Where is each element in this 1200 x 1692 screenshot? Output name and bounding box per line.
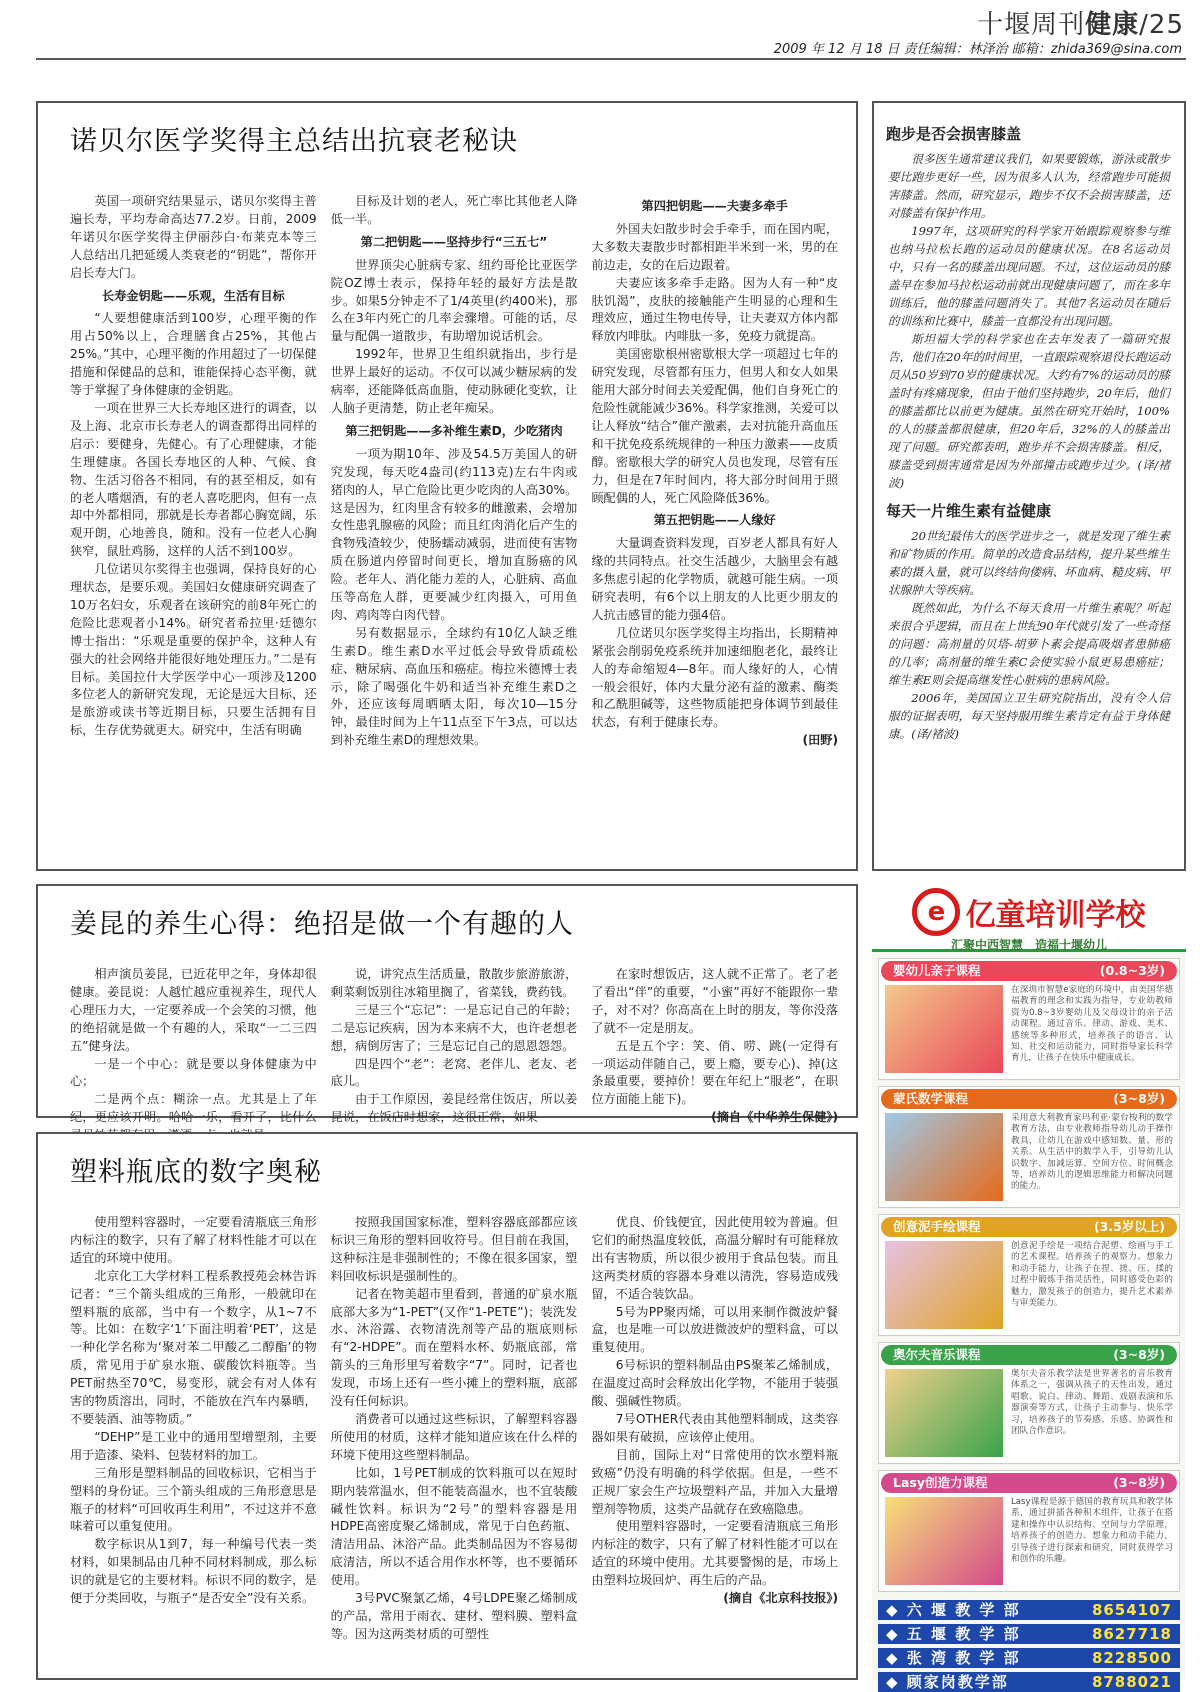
department-name: ◆ 张 湾 教 学 部 — [886, 1649, 1021, 1667]
course-age: (3~8岁) — [1113, 1475, 1165, 1490]
course-card — [878, 1214, 1180, 1336]
paragraph: 三是三个“忘记”：一是忘记自己的年龄；二是忘记疾病，因为本来病不大，也许老想老想，病倒厉害了；三是忘记自己的恩恩怨怨。 — [330, 1002, 578, 1053]
paragraph: 消费者可以通过这些标识，了解塑料容器所使用的材质，这样才能知道应该在什么样的环境下使用这些塑料制品。 — [330, 1411, 578, 1462]
source-credit: (摘自《中华养生保健》) — [711, 1110, 839, 1125]
course-name: 婴幼儿亲子课程 — [893, 963, 981, 978]
section-heading: 第二把钥匙——坚持步行“三五七” — [360, 234, 548, 249]
article-title: 诺贝尔医学奖得主总结出抗衰老秘诀 — [70, 126, 518, 157]
department-phone: 8228500 — [1091, 1649, 1172, 1667]
course-photo — [885, 985, 1003, 1073]
source-credit: (田野) — [802, 733, 839, 748]
department-row — [878, 1648, 1180, 1668]
ad-header — [872, 884, 1186, 952]
training-school-ad — [872, 884, 1186, 1691]
paragraph: 一项为期10年、涉及54.5万美国人的研究发现，每天吃4盎司(约113克)左右牛肉或猪肉的人，早亡危险比更少吃肉的人高30%。这是因为，红肉里含有较多的雌激素，会增加女性患乳腺癌的风险；而且红肉消化后产生的食物残渣较少，使肠蠕动减弱，进而使有害物质在肠道内停留时间更长，增加直肠癌的风险。老年人、消化能力差的人，心脏病、高血压等高危人群，更要减少红肉摄入，可用鱼肉、鸡肉等白肉代替。 — [330, 446, 578, 622]
paragraph: 目前，国际上对“日常使用的饮水塑料瓶致癌”仍没有明确的科学依据。但是，一些不正规厂家会生产垃圾塑料产品，并加入大量增塑剂等物质，这类产品就存在致癌隐患。 — [591, 1447, 839, 1516]
brief-body-running — [874, 150, 1184, 492]
course-bar — [881, 961, 1177, 981]
brief-title-running: 跑步是否会损害膝盖 — [886, 125, 1022, 143]
course-bar — [881, 1473, 1177, 1493]
course-photo — [885, 1241, 1003, 1329]
paper-name: 十堰周刊 — [977, 10, 1086, 40]
paragraph: 既然如此，为什么不每天食用一片维生素呢？听起来很合乎逻辑，而且在上世纪90年代就引发了一些奇怪的问题：高剂量的贝塔-胡萝卜素会提高吸烟者患肺癌的几率；高剂量的维生素C会使实验小鼠更易患癌症；维生素E则会提高继发性心脏病的患病风险。 — [888, 601, 1170, 687]
paragraph: 目标及计划的老人，死亡率比其他老人降低一半。 — [330, 194, 578, 226]
masthead — [977, 4, 1184, 41]
paragraph: 相声演员姜昆，已近花甲之年，身体却很健康。姜昆说：人越忙越应重视养生，现代人心理压力大，一定要养成一个会笑的习惯，他的绝招就是做一个有趣的人，采取“一二三四五”健身法。 — [70, 967, 317, 1053]
paragraph: 5号为PP聚丙烯，可以用来制作微波炉餐盒，也是唯一可以放进微波炉的塑料盒，可以重复使用。 — [591, 1304, 839, 1355]
article-column — [70, 966, 317, 1125]
paragraph: 由于工作原因，姜昆经常住饭店，所以姜昆说，在饭店时想家，这很正常，如果 — [330, 1092, 578, 1125]
school-slogan: 汇聚中西智慧 造福十堰幼儿 — [950, 938, 1107, 952]
paragraph: 使用塑料容器时，一定要看清瓶底三角形内标注的数字，只有了解了材料性能才可以在适宜的环境中使用。 — [70, 1215, 317, 1265]
article-column — [591, 966, 839, 1125]
article-column — [591, 1214, 838, 1674]
paragraph: 美国密歇根州密歇根大学一项超过七年的研究发现，尽管都有压力，但男人和女人如果能用大部分时间去关爱配偶，他们自身死亡的危险性就能减少36%。科学家推测，关爱可以让人释放“结合”催产激素，去对抗能升高血压和干扰免疫系统规律的一种压力激素——皮质醇。密歇根大学的研究人员也发现，尽管有压力，但是在7年时间内，将大部分时间用于照顾配偶的人，死亡风险降低36%。 — [591, 347, 839, 505]
brief-body-vitamin — [874, 527, 1184, 743]
department-list — [872, 1600, 1186, 1692]
sidebar-health-briefs — [872, 101, 1186, 871]
article-column — [70, 1214, 317, 1674]
course-bar — [881, 1217, 1177, 1237]
article-jiangkun — [36, 884, 858, 1125]
course-bar — [881, 1345, 1177, 1365]
course-age: (3~8岁) — [1113, 1347, 1165, 1362]
paragraph: “DEHP”是工业中的通用型增塑剂，主要用于造漆、染料、包装材料的加工。 — [70, 1429, 317, 1462]
source-credit: (摘自《北京科技报》) — [723, 1591, 839, 1606]
school-logo-icon: e — [912, 888, 960, 936]
article-column — [331, 193, 578, 859]
course-name: 蒙氏数学课程 — [893, 1091, 969, 1106]
course-list — [872, 958, 1186, 1592]
article-nobel — [36, 101, 858, 871]
course-name: Lasy创造力课程 — [893, 1475, 988, 1490]
article-plastic — [36, 1132, 858, 1680]
article-column — [330, 966, 578, 1125]
department-row — [878, 1624, 1180, 1644]
paragraph: 三角形是塑料制品的回收标识，它相当于塑料的身份证。三个箭头组成的三角形意思是瓶子的材料“可回收再生利用”，不过这并不意味着可以重复使用。 — [70, 1465, 317, 1534]
section-name: 健康 — [1085, 10, 1140, 40]
paragraph: 斯坦福大学的科学家也在去年发表了一篇研究报告，他们在20年的时间里，一直跟踪观察退役长跑运动员从50岁到70岁的健康状况。大约有7%的运动员的膝盖时有疼痛现象，但由于他们坚持跑步，20年后，他们的膝盖都比以前更为健康。虽然在研究开始时，100%的人的膝盖都很健康，但20年后，32%的人的膝盖出现了问题。研究都表明，跑步并不会损害膝盖。相反，膝盖受到损害通常是因为外部撞击或跑步过少。(译/褚波) — [888, 332, 1170, 490]
course-description: 创意泥手绘是一项结合泥塑、绘画与手工的艺术课程。培养孩子的观察力、想象力和动手能力，让孩子在捏、搓、压、揉的过程中锻炼手指灵活性，同时感受色彩的魅力，激发孩子的创造力，提升艺术素养与审美能力。 — [1011, 1241, 1173, 1309]
paragraph: 1992年，世界卫生组织就指出，步行是世界上最好的运动。不仅可以减少糖尿病的发病率，还能降低高血脂，使动脉硬化变软，让人脑子更清楚，防止老年痴呆。 — [330, 347, 578, 415]
paragraph: 北京化工大学材料工程系教授苑会林告诉记者：“三个箭头组成的三角形，一般就印在塑料瓶的底部，当中有一个数字，从1~7不等。比如：在数字‘1’下面注明着‘PET’，这是一种化学名称为‘聚对苯二甲酸乙二醇酯’的物质，常见用于矿泉水瓶、碳酸饮料瓶等。当PET耐热至70℃，易变形，就会有对人体有害的物质溶出，同时，不能放在汽车内暴晒，不要装酒、油等物质。” — [70, 1268, 317, 1426]
paragraph: 说，讲究点生活质量，散散步旅游旅游，剩菜剩饭别往冰箱里搁了，省菜钱，费药钱。 — [330, 967, 578, 999]
paragraph: 2006年，美国国立卫生研究院指出，没有令人信服的证据表明，每天坚持服用维生素肯定有益于身体健康。(译/褚波) — [888, 691, 1170, 741]
article-title: 塑料瓶底的数字奥秘 — [70, 1157, 322, 1188]
paragraph: 英国一项研究结果显示，诺贝尔奖得主普遍长寿，平均寿命高达77.2岁。日前，2009年诺贝尔医学奖得主伊丽莎白·布莱克本等三人总结出几把延缓人类衰老的“钥匙”，帮你开启长寿大门。 — [70, 194, 317, 280]
paragraph: 比如，1号PET制成的饮料瓶可以在短时期内装常温水，但不能装高温水，也不宜装酸碱性饮料。标识为“2号”的塑料容器是用HDPE高密度聚乙烯制成，常见于白色药瓶、清洁用品、沐浴产品。此类制品因为不容易彻底清洁，所以不适合用作水杯等，也不要循环使用。 — [330, 1465, 578, 1588]
course-name: 奥尔夫音乐课程 — [893, 1347, 981, 1362]
course-age: (3.5岁以上) — [1093, 1219, 1165, 1234]
paragraph: “人要想健康活到100岁，心理平衡的作用占50%以上，合理膳食占25%，其他占25%。”其中，心理平衡的作用超过了一切保健措施和保健品的总和，谁能保持心态平衡，就等于掌握了身体健康的金钥匙。 — [70, 311, 317, 398]
school-name: 亿童培训学校 — [965, 898, 1146, 933]
section-heading: 长寿金钥匙——乐观，生活有目标 — [101, 288, 285, 303]
article-column — [331, 1214, 578, 1674]
paragraph: 几位诺贝尔医学奖得主均指出，长期精神紧张会削弱免疫系统并加速细胞老化，最终让人的寿命缩短4—8年。而人缘好的人，心情一般会很好，体内大量分泌有益的激素、酶类和乙酰胆碱等，这些物质能把身体调节到最佳状态，有利于健康长寿。 — [591, 625, 839, 730]
course-card — [878, 1086, 1180, 1208]
section-heading: 第三把钥匙——多补维生素D，少吃猪肉 — [345, 423, 563, 438]
article-column — [591, 193, 838, 859]
course-photo — [885, 1497, 1003, 1585]
course-card — [878, 1342, 1180, 1464]
paragraph: 一项在世界三大长寿地区进行的调查，以及上海、北京市长寿老人的调查都得出同样的启示：要健身，先健心。有了心理健康，才能生理健康。各国长寿地区的人种、气候、食物、生活习俗各不相同，有的甚至相反，如有的老人嗜烟酒，有的老人喜吃肥肉，但有一点却中外都相同，那就是长寿者都心胸宽阔，乐观开朗，心地善良，随和。没有一位老人心胸狭窄，鼠肚鸡肠，这样的人活不到100岁。 — [70, 400, 317, 559]
department-phone: 8654107 — [1091, 1601, 1172, 1619]
paragraph: 数字标识从1到7，每一种编号代表一类材料，如果制品由几种不同材料制成，那么标识的就是它的主要材料。标识不同的数字，是便于分类回收，与瓶子“是否安全”没有关系。 — [70, 1537, 317, 1606]
department-row — [878, 1600, 1180, 1620]
department-name: ◆ 六 堰 教 学 部 — [886, 1601, 1021, 1619]
paragraph: 记者在物美超市里看到，普通的矿泉水瓶底部大多为“1-PET”(又作“1-PETE”)；装洗发水、沐浴露、衣物清洗剂等产品的瓶底则标有“2-HDPE”。而在塑料水杯、奶瓶底部，常箭头的三角形里写着数字“7”。同时，记者也发现，市场上还有一些小摊上的塑料瓶，底部没有任何标识。 — [330, 1286, 578, 1409]
course-name: 创意泥手绘课程 — [893, 1219, 981, 1234]
paragraph: 外国夫妇散步时会手牵手，而在国内呢，大多数夫妻散步时都相距半米到一米，男的在前边走，女的在后边跟着。 — [591, 221, 839, 272]
course-description: Lasy课程是源于德国的教育玩具和教学体系，通过拼插各种积木组件，让孩子在搭建和操作中认识结构、空间与力学原理，培养孩子的创造力、想象力和动手能力，引导孩子进行探索和研究，同时获得学习和创作的乐趣。 — [1011, 1497, 1173, 1565]
header-meta: 2009 年 12 月 18 日 责任编辑：林泽治 邮箱：zhida369@sina.com — [773, 42, 1182, 57]
paragraph: 另有数据显示，全球约有10亿人缺乏维生素D。维生素D水平过低会导致骨质疏松症、糖尿病、高血压和癌症。梅拉米德博士表示，除了喝强化牛奶和适当补充维生素D之外，还应该每周晒晒太阳，每次10—15分钟，最佳时间为上午11点至下午3点，可以达到补充维生素D的理想效果。 — [330, 625, 578, 748]
paragraph: 大量调查资料发现，百岁老人都具有好人缘的共同特点。社交生活越少，大脑里会有越多焦虑引起的化学物质，就越可能生病。一项研究表明，有6个以上朋友的人比更少朋友的人抗击感冒的能力强4倍。 — [591, 536, 839, 622]
course-age: (3~8岁) — [1113, 1091, 1165, 1106]
paragraph: 在家时想饭店，这人就不正常了。老了老了看出“伴”的重要，“小蜜”再好不能跟你一辈子，对不对？你高高在上时的朋友，等你没落了就不一定是朋友。 — [591, 967, 839, 1035]
department-row — [878, 1672, 1180, 1692]
paragraph: 很多医生通常建议我们，如果要锻炼，游泳或散步要比跑步更好一些，因为很多人认为，经常跑步可能损害膝盖。然而，研究显示，跑步不仅不会损害膝盖，还对膝盖有保护作用。 — [888, 152, 1170, 220]
paragraph: 7号OTHER代表由其他塑料制成，这类容器如果有破损，应该停止使用。 — [591, 1411, 839, 1444]
paragraph: 一是一个中心：就是要以身体健康为中心； — [70, 1056, 317, 1089]
paragraph: 五是五个字：笑、俏、唠、跳(一定得有一项运动伴随自己，要上瘾，要专心)、掉(这条最重要，要掉价！要在年纪上“服老”，在职位方面能上能下)。 — [591, 1038, 839, 1107]
section-heading: 第四把钥匙——夫妻多牵手 — [641, 199, 788, 213]
course-age: (0.8~3岁) — [1099, 963, 1165, 978]
course-description: 采用意大利教育家玛利亚·蒙台梭利的数学教育方法，由专业教师指导幼儿动手操作教具，让幼儿在游戏中感知数、量、形的关系。从生活中的数学入手，引导幼儿认识数字、加减运算、空间方位、时间概念等，培养幼儿的逻辑思维能力和解决问题的能力。 — [1011, 1113, 1173, 1192]
paragraph: 1997年，这项研究的科学家开始跟踪观察参与维也纳马拉松长跑的运动员的健康状况。在8名运动员中，只有一名的膝盖出现问题。不过，这位运动员的膝盖早在参加马拉松运动前就出现健康问题了，而在多年训练后，他的膝盖问题消失了。其他7名运动员在随后的训练和比赛中，膝盖一直都没有出现问题。 — [888, 224, 1170, 328]
article-title: 姜昆的养生心得：绝招是做一个有趣的人 — [70, 909, 574, 940]
paragraph: 夫妻应该多牵手走路。因为人有一种“皮肤饥渴”，皮肤的接触能产生明显的心理和生理效应，通过生物电传导，让夫妻双方体内都释放内啡肽。内啡肽一多，免疫力就提高。 — [591, 275, 839, 344]
paragraph: 四是四个“老”：老窝、老伴儿、老友、老底儿。 — [330, 1056, 578, 1089]
paragraph: 优良、价钱便宜，因此使用较为普遍。但它们的耐热温度较低，高温分解时有可能释放出有害物质，所以很少被用于食品包装。而且这两类材质的容器本身难以清洗，容易造成残留，不适合装饮品。 — [591, 1215, 839, 1301]
department-phone: 8788021 — [1091, 1673, 1172, 1691]
header-rule — [36, 58, 1186, 60]
department-name: ◆ 五 堰 教 学 部 — [886, 1625, 1021, 1643]
department-name: ◆ 顾家岗教学部 — [886, 1673, 1009, 1691]
course-description: 奥尔夫音乐教学法是世界著名的音乐教育体系之一，强调从孩子的天性出发，通过唱歌、说白、律动、舞蹈、戏剧表演和乐器演奏等方式，让孩子主动参与、快乐学习，培养孩子的节奏感、乐感、协调性和团队合作意识。 — [1011, 1369, 1173, 1437]
course-card — [878, 958, 1180, 1080]
course-bar — [881, 1089, 1177, 1109]
paragraph: 20世纪最伟大的医学进步之一，就是发现了维生素和矿物质的作用。简单的改造食品结构，提升某些维生素的摄入量，就可以终结佝偻病、坏血病、糙皮病、甲状腺肿大等疾病。 — [888, 529, 1170, 597]
department-phone: 8627718 — [1091, 1625, 1172, 1643]
course-card — [878, 1470, 1180, 1592]
paragraph: 世界顶尖心脏病专家、纽约哥伦比亚医学院OZ博士表示，保持年轻的最好方法是散步。如果5分钟走不了1/4英里(约400米)，那么在3年内死亡的几率会骤增。可能的话，尽量与配偶一道散步，有助增加说话机会。 — [330, 257, 578, 344]
course-description: 在深圳市智慧e家庭的环境中，由美国华德福教育的理念和实践为指导，专业幼教师资为0.8~3岁婴幼儿及父母设计的亲子活动课程。通过音乐、律动、游戏、美术、感统等多种形式，培养孩子的语言、认知、社交和运动能力，同时指导家长科学育儿，让孩子在快乐中健康成长。 — [1011, 985, 1173, 1064]
paragraph: 使用塑料容器时，一定要看清瓶底三角形内标注的数字，只有了解了材料性能才可以在适宜的环境中使用。尤其要警惕的是，市场上由塑料垃圾回炉、再生后的产品。 — [591, 1519, 839, 1588]
article-column — [70, 193, 317, 859]
paragraph: 按照我国国家标准，塑料容器底部都应该标识三角形的塑料回收符号。但目前在我国，这种标注是非强制性的；不像在很多国家，塑料回收标识是强制性的。 — [330, 1215, 578, 1283]
paragraph: 二是两个点：糊涂一点。尤其是上了年纪，更应该开明。哈哈一乐，看开了，比什么 — [70, 1092, 317, 1125]
paragraph: 6号标识的塑料制品由PS聚苯乙烯制成，在温度过高时会释放出化学物，不能用于装强酸、强碱性物质。 — [591, 1358, 839, 1409]
paragraph: 几位诺贝尔奖得主也强调，保持良好的心理状态，是要乐观。美国妇女健康研究调查了10万名妇女，乐观者在该研究的前8年死亡的危险比悲观者小14%。研究者希拉里·廷德尔博士指出：“乐观是重要的保护伞，这种人有强大的社会网络并能很好地处理压力。”二是有目标。美国拉什大学医学中心一项涉及1200多位老人的新研究发现，无论是远大目标，还是旅游或读书等近期目标，只要生活拥有目标，生存优势就更大。研究中，生活有明确 — [70, 562, 317, 738]
course-photo — [885, 1113, 1003, 1201]
section-heading: 第五把钥匙——人缘好 — [653, 513, 776, 528]
brief-title-vitamin: 每天一片维生素有益健康 — [886, 502, 1052, 520]
course-photo — [885, 1369, 1003, 1457]
paragraph: 3号PVC聚氯乙烯，4号LDPE聚乙烯制成的产品，常用于雨衣、建材、塑料膜、塑料盒等。因为这两类材质的可塑性 — [330, 1591, 578, 1641]
page-number: /25 — [1139, 10, 1184, 40]
